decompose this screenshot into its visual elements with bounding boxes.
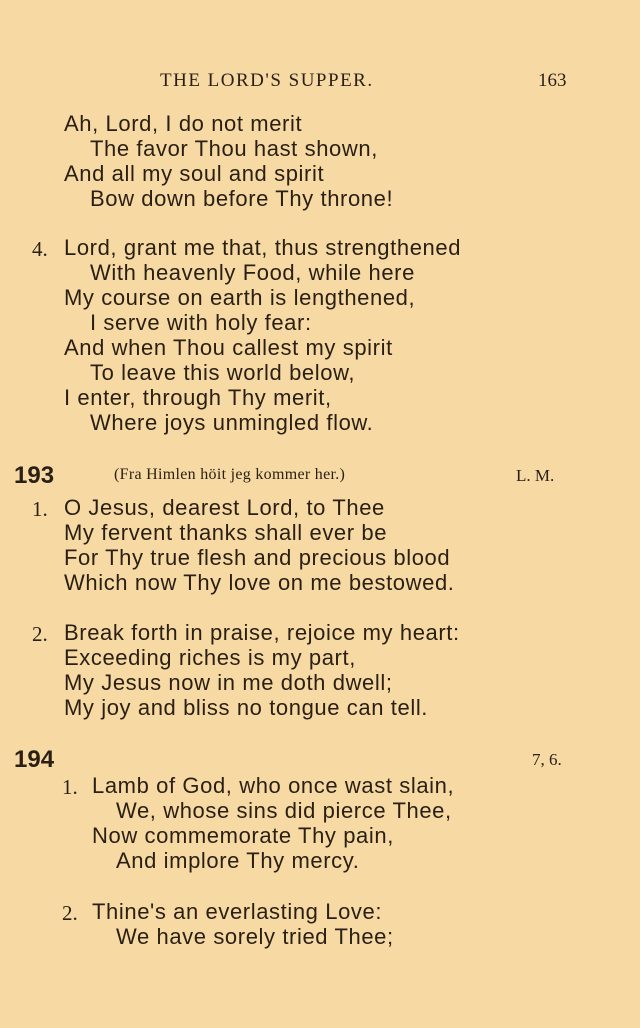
hymn-line: O Jesus, dearest Lord, to Thee <box>64 495 385 520</box>
hymn-line: We have sorely tried Thee; <box>116 924 394 949</box>
hymn-line: To leave this world below, <box>90 360 356 385</box>
hymn-line: Where joys unmingled flow. <box>90 410 374 435</box>
hymn-line: I serve with holy fear: <box>90 310 312 335</box>
hymn-line: For Thy true flesh and precious blood <box>64 545 451 570</box>
hymn-meter: L. M. <box>516 466 555 485</box>
hymn-line: My course on earth is lengthened, <box>64 285 416 310</box>
hymn-line: And all my soul and spirit <box>64 161 325 186</box>
hymn-line: Ah, Lord, I do not merit <box>64 111 303 136</box>
hymn-line: Which now Thy love on me bestowed. <box>64 570 455 595</box>
hymn-line: With heavenly Food, while here <box>90 260 415 285</box>
hymn-line: Bow down before Thy throne! <box>90 186 394 211</box>
running-title: THE LORD'S SUPPER. <box>160 70 374 91</box>
page-header <box>0 70 640 100</box>
verse-number: 2. <box>32 622 48 646</box>
hymn-line: Exceeding riches is my part, <box>64 645 356 670</box>
hymn-line: Thine's an everlasting Love: <box>92 899 383 924</box>
verse-number: 4. <box>32 237 48 261</box>
hymn-meter: 7, 6. <box>532 750 562 769</box>
hymn-line: My Jesus now in me doth dwell; <box>64 670 393 695</box>
hymn-tune-source: (Fra Himlen höit jeg kommer her.) <box>114 466 346 483</box>
hymn-line: And when Thou callest my spirit <box>64 335 393 360</box>
hymn-line: My fervent thanks shall ever be <box>64 520 388 545</box>
hymn-line: My joy and bliss no tongue can tell. <box>64 695 429 720</box>
page-number: 163 <box>538 70 567 91</box>
verse-number: 1. <box>32 497 48 521</box>
hymn-line: Lamb of God, who once wast slain, <box>92 773 455 798</box>
hymn-line: Now commemorate Thy pain, <box>92 823 394 848</box>
hymn-number: 193 <box>14 462 55 489</box>
hymn-line: And implore Thy mercy. <box>116 848 360 873</box>
verse-number: 1. <box>62 775 78 799</box>
hymn-line: Lord, grant me that, thus strengthened <box>64 235 462 260</box>
hymn-number: 194 <box>14 746 55 773</box>
hymn-line: Break forth in praise, rejoice my heart: <box>64 620 460 645</box>
hymn-line: The favor Thou hast shown, <box>90 136 378 161</box>
verse-number: 2. <box>62 901 78 925</box>
hymn-line: We, whose sins did pierce Thee, <box>116 798 452 823</box>
hymn-line: I enter, through Thy merit, <box>64 385 332 410</box>
